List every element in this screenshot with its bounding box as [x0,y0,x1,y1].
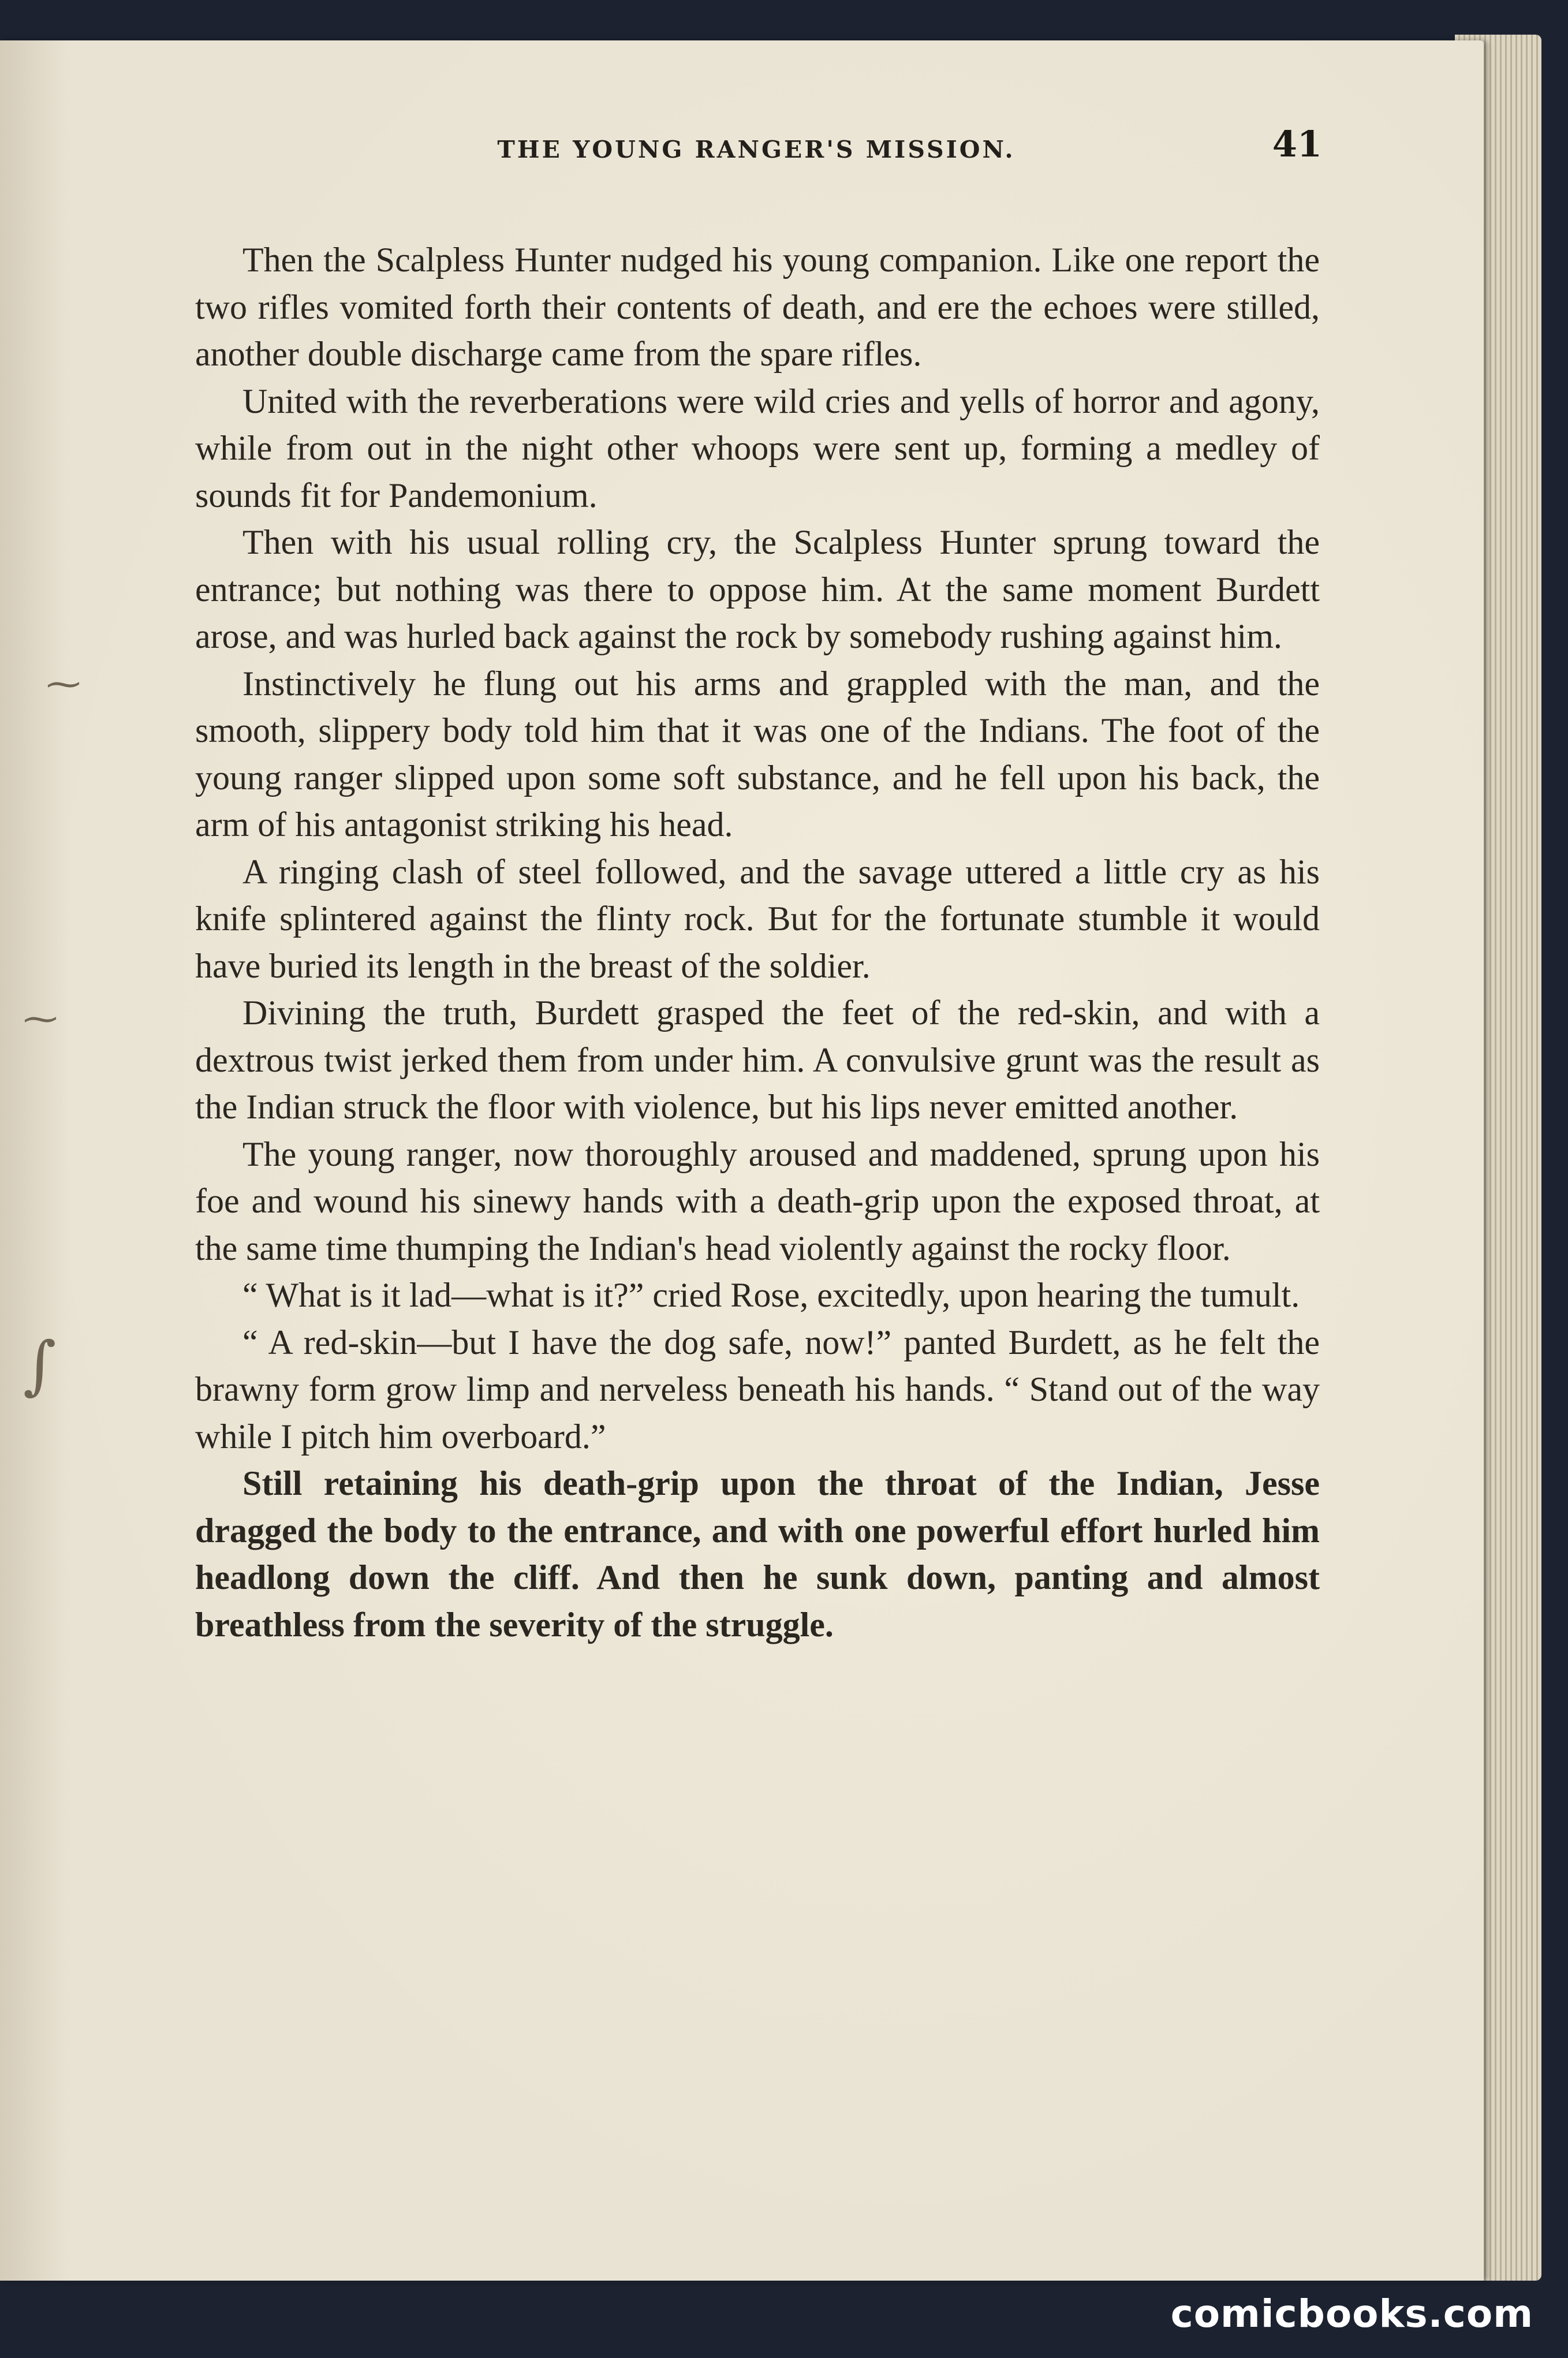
paragraph: A ringing clash of steel followed, and the savage uttered a little cry as his knife splintered against the flinty rock. But for the fortunate stumble it would have buried its length in the breast of the soldier. [195,852,1320,985]
page-number: 41 [1272,123,1322,165]
paragraph: Divining the truth, Burdett grasped the feet of the red-skin, and with a dextrous twist jerked them from under him. A convulsive grunt was the result as the Indian struck the floor with violence, but his lips never emitted another. [195,994,1320,1126]
binding-thread-mark: ⁓ [46,664,81,704]
binding-thread-mark: ⁓ [23,999,58,1039]
page-header [191,113,1322,176]
paragraph: Instinctively he flung out his arms and grappled with the man, and the smooth, slippery body told him that it was one of the Indians. The foot of the young ranger slipped upon some soft substance, and he fell upon his back, the arm of his antagonist striking his head. [195,664,1320,844]
paragraph: The young ranger, now thoroughly aroused and maddened, sprung upon his foe and wound his sinewy hands with a death-grip upon the exposed throat, at the same time thumping the Indian's head violently against the rocky floor. [195,1135,1320,1267]
watermark: comicbooks.com [1170,2292,1533,2336]
paragraph: Still retaining his death-grip upon the throat of the Indian, Jesse dragged the body to the entrance, and with one powerful effort hurled him headlong down the cliff. And then he sunk down, panting and almost breathless from the severity of the struggle. [195,1464,1320,1644]
paragraph: Then with his usual rolling cry, the Scalpless Hunter sprung toward the entrance; but nothing was there to oppose him. At the same moment Burdett arose, and was hurled back against the rock by somebody rushing against him. [195,523,1320,655]
binding-thread-mark: ∫ [23,1328,57,1402]
paragraph: Then the Scalpless Hunter nudged his young companion. Like one report the two rifles vomited forth their contents of death, and ere the echoes were stilled, another double discharge came from the spare rifles. [195,241,1320,373]
paragraph: “ A red-skin—but I have the dog safe, now!” panted Burdett, as he felt the brawny form grow limp and nerveless beneath his hands. “ Stand out of the way while I pitch him overboard.” [195,1323,1320,1456]
running-head: THE YOUNG RANGER'S MISSION. [497,136,1016,163]
paragraph: United with the reverberations were wild cries and yells of horror and agony, while from out in the night other whoops were sent up, forming a medley of sounds fit for Pandemonium. [195,382,1320,514]
body-text [195,237,1320,1648]
paragraph: “ What is it lad—what is it?” cried Rose, excitedly, upon hearing the tumult. [242,1276,1300,1314]
